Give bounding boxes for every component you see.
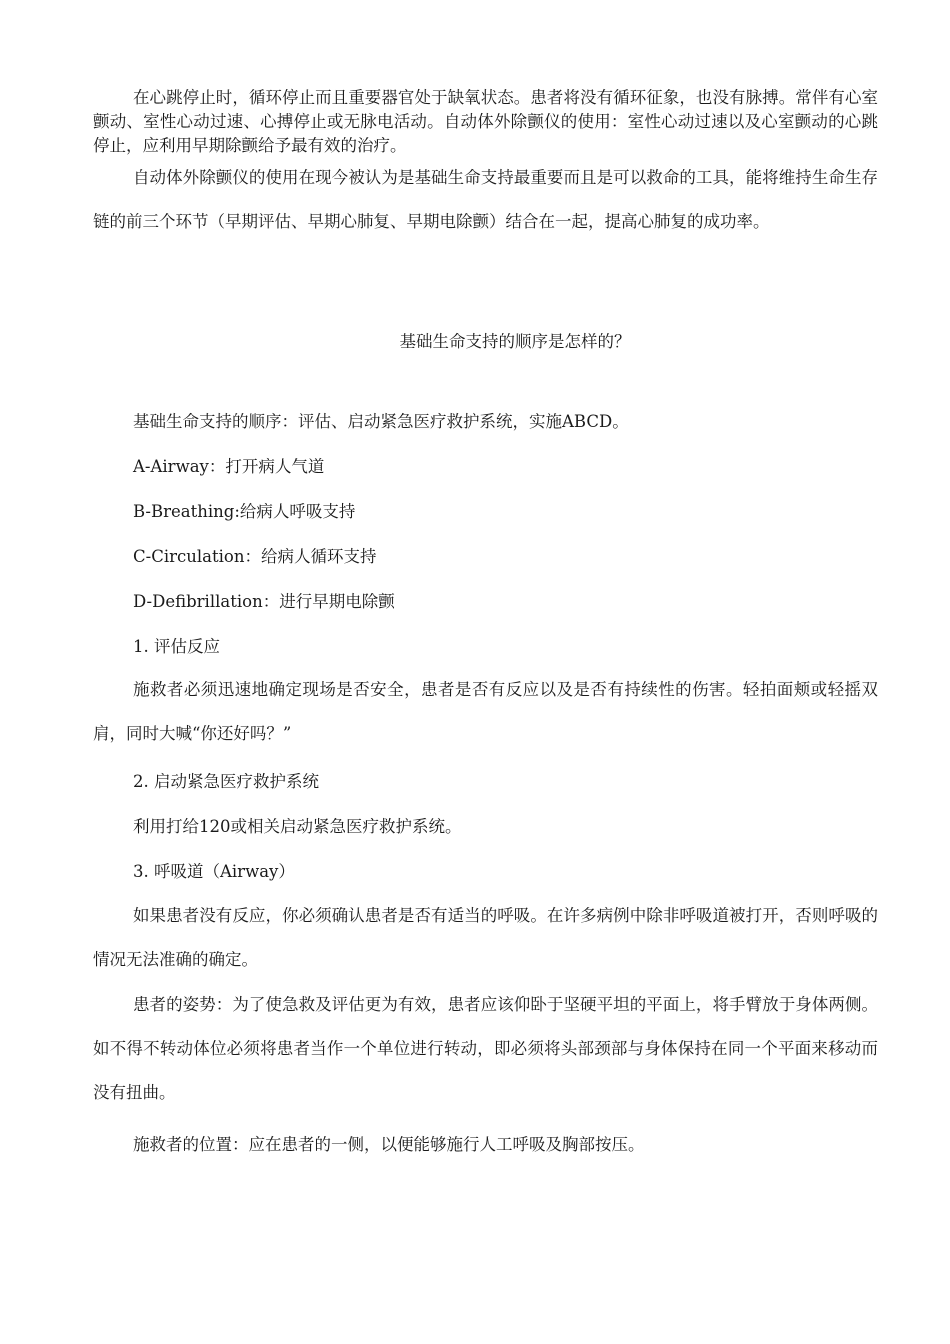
step-b-breathing: B-Breathing:给病人呼吸支持 — [133, 502, 356, 521]
step2-title: 2. 启动紧急医疗救护系统 — [133, 772, 319, 791]
paragraph-cardiac-arrest: 在心跳停止时，循环停止而且重要器官处于缺氧状态。患者将没有循环征象，也没有脉搏。常伴有心室颤动、室性心动过速、心搏停止或无脉电活动。自动体外除颤仪的使用：室性心动过速以及心室颤动的心跳停止，应利用早期除颤给予最有效的治疗。 — [93, 88, 878, 155]
step-d-defibrillation: D-Defibrillation：进行早期电除颤 — [133, 592, 395, 611]
rescuer-position: 施救者的位置：应在患者的一侧，以便能够施行人工呼吸及胸部按压。 — [133, 1135, 645, 1154]
step-a-airway: A-Airway：打开病人气道 — [133, 457, 325, 476]
step3-body: 如果患者没有反应，你必须确认患者是否有适当的呼吸。在许多病例中除非呼吸道被打开，否则呼吸的情况无法准确的确定。 — [93, 906, 878, 969]
paragraph-aed: 自动体外除颤仪的使用在现今被认为是基础生命支持最重要而且是可以救命的工具，能将维持生命生存链的前三个环节（早期评估、早期心肺复、早期电除颤）结合在一起，提高心肺复的成功率。 — [93, 168, 878, 231]
patient-posture: 患者的姿势：为了使急救及评估更为有效，患者应该仰卧于坚硬平坦的平面上，将手臂放于身体两侧。如不得不转动体位必须将患者当作一个单位进行转动，即必须将头部颈部与身体保持在同一个平面来移动而没有扭曲。 — [93, 995, 878, 1102]
step1-body: 施救者必须迅速地确定现场是否安全，患者是否有反应以及是否有持续性的伤害。轻拍面颊或轻摇双肩，同时大喊“你还好吗？” — [93, 680, 878, 743]
section-heading: 基础生命支持的顺序是怎样的？ — [399, 332, 631, 351]
step-c-circulation: C-Circulation：给病人循环支持 — [133, 547, 377, 566]
step2-body: 利用打给120或相关启动紧急医疗救护系统。 — [133, 817, 462, 836]
step3-title: 3. 呼吸道（Airway） — [133, 862, 295, 881]
step1-title: 1. 评估反应 — [133, 637, 220, 656]
bls-sequence: 基础生命支持的顺序：评估、启动紧急医疗救护系统，实施ABCD。 — [133, 412, 629, 431]
